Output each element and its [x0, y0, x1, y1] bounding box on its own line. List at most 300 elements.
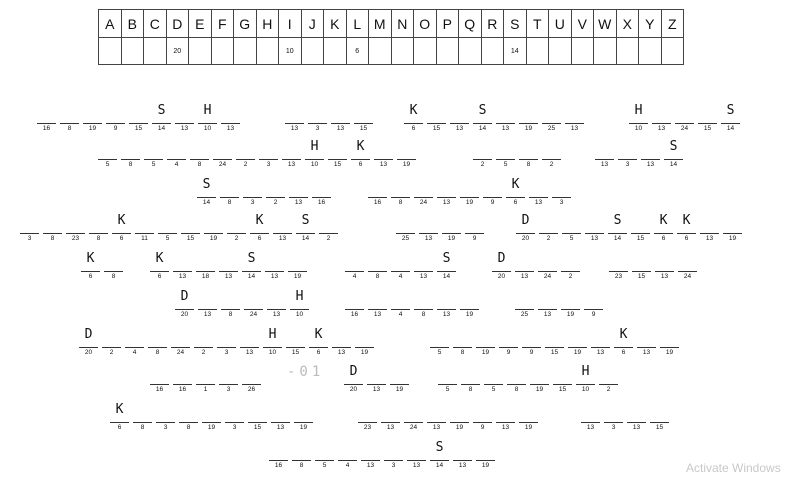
puzzle-cell[interactable]	[156, 213, 179, 245]
puzzle-cell[interactable]	[294, 213, 317, 245]
cell-letter[interactable]	[35, 103, 58, 119]
puzzle-cell[interactable]	[307, 327, 330, 359]
puzzle-cell[interactable]	[482, 364, 505, 396]
puzzle-cell[interactable]	[481, 177, 504, 209]
cell-letter[interactable]	[284, 327, 307, 343]
cell-letter[interactable]: K	[255, 213, 264, 228]
cell-letter[interactable]	[179, 213, 202, 229]
cell-letter[interactable]	[650, 103, 673, 119]
puzzle-cell[interactable]	[169, 327, 192, 359]
cell-letter[interactable]: S	[726, 103, 735, 118]
puzzle-cell[interactable]	[366, 177, 389, 209]
puzzle-cell[interactable]	[458, 289, 481, 321]
cell-letter[interactable]	[269, 402, 292, 418]
puzzle-cell[interactable]	[102, 251, 125, 283]
cell-letter[interactable]	[306, 103, 329, 119]
cell-letter[interactable]	[123, 327, 146, 343]
puzzle-cell[interactable]	[612, 327, 635, 359]
puzzle-cell[interactable]	[326, 139, 349, 171]
cell-letter[interactable]	[520, 327, 543, 343]
cell-letter[interactable]	[330, 327, 353, 343]
puzzle-cell[interactable]	[104, 103, 127, 135]
cell-letter[interactable]	[173, 103, 196, 119]
cell-letter[interactable]	[87, 213, 110, 229]
puzzle-cell[interactable]	[389, 289, 412, 321]
cell-letter[interactable]	[482, 364, 505, 380]
cell-letter[interactable]	[527, 177, 550, 193]
puzzle-cell[interactable]	[310, 177, 333, 209]
puzzle-cell[interactable]	[448, 402, 471, 434]
cell-letter[interactable]	[242, 289, 265, 305]
puzzle-cell[interactable]	[336, 440, 359, 472]
cell-letter[interactable]: D	[180, 289, 189, 304]
puzzle-cell[interactable]	[246, 402, 269, 434]
cell-letter[interactable]	[343, 251, 366, 267]
cell-letter[interactable]: H	[268, 327, 277, 342]
puzzle-cell[interactable]	[471, 402, 494, 434]
cell-letter[interactable]	[696, 103, 719, 119]
cell-letter[interactable]	[58, 103, 81, 119]
cell-letter[interactable]	[219, 289, 242, 305]
puzzle-cell[interactable]	[540, 139, 563, 171]
cell-letter[interactable]	[310, 177, 333, 193]
cell-letter[interactable]	[188, 139, 211, 155]
cell-letter[interactable]	[240, 364, 263, 380]
puzzle-cell[interactable]	[200, 402, 223, 434]
cell-letter[interactable]	[463, 213, 486, 229]
cell-letter[interactable]	[287, 177, 310, 193]
puzzle-cell[interactable]	[435, 177, 458, 209]
cell-letter[interactable]	[81, 103, 104, 119]
puzzle-cell[interactable]	[698, 213, 721, 245]
cell-letter[interactable]	[676, 251, 699, 267]
puzzle-cell[interactable]	[388, 364, 411, 396]
puzzle-cell[interactable]	[497, 327, 520, 359]
puzzle-cell[interactable]	[459, 364, 482, 396]
cell-letter[interactable]	[425, 402, 448, 418]
puzzle-cell[interactable]	[142, 139, 165, 171]
puzzle-cell[interactable]	[79, 251, 102, 283]
puzzle-cell[interactable]	[405, 440, 428, 472]
cell-letter[interactable]: D	[84, 327, 93, 342]
cell-letter[interactable]: K	[86, 251, 95, 266]
cell-letter[interactable]	[217, 364, 240, 380]
cell-letter[interactable]	[536, 251, 559, 267]
puzzle-cell[interactable]	[195, 177, 218, 209]
puzzle-cell[interactable]	[490, 251, 513, 283]
cell-letter[interactable]	[540, 103, 563, 119]
cell-letter[interactable]	[494, 402, 517, 418]
cell-letter[interactable]	[517, 402, 540, 418]
puzzle-cell[interactable]	[146, 327, 169, 359]
cell-letter[interactable]: S	[157, 103, 166, 118]
puzzle-cell[interactable]	[202, 213, 225, 245]
cell-letter[interactable]	[286, 251, 309, 267]
cell-letter[interactable]: K	[314, 327, 323, 342]
puzzle-cell[interactable]	[616, 139, 639, 171]
puzzle-cell[interactable]	[194, 364, 217, 396]
puzzle-cell[interactable]	[223, 402, 246, 434]
cell-letter[interactable]	[389, 289, 412, 305]
puzzle-cell[interactable]	[171, 251, 194, 283]
cell-letter[interactable]	[148, 364, 171, 380]
puzzle-cell[interactable]	[474, 327, 497, 359]
cell-letter[interactable]	[194, 251, 217, 267]
cell-letter[interactable]	[648, 402, 671, 418]
puzzle-cell[interactable]	[389, 177, 412, 209]
cell-letter[interactable]: D	[497, 251, 506, 266]
puzzle-cell[interactable]	[402, 103, 425, 135]
cell-letter[interactable]: K	[619, 327, 628, 342]
puzzle-cell[interactable]	[696, 103, 719, 135]
cell-letter[interactable]	[513, 289, 536, 305]
puzzle-cell[interactable]	[451, 440, 474, 472]
cell-letter[interactable]	[405, 440, 428, 456]
cell-letter[interactable]: S	[301, 213, 310, 228]
puzzle-cell[interactable]	[177, 402, 200, 434]
cell-letter[interactable]	[630, 251, 653, 267]
puzzle-cell[interactable]	[412, 251, 435, 283]
puzzle-cell[interactable]	[179, 213, 202, 245]
puzzle-cell[interactable]	[219, 289, 242, 321]
puzzle-cell[interactable]	[287, 177, 310, 209]
cell-letter[interactable]	[616, 139, 639, 155]
puzzle-cell[interactable]	[343, 251, 366, 283]
puzzle-cell[interactable]	[77, 327, 100, 359]
puzzle-cell[interactable]	[353, 327, 376, 359]
puzzle-cell[interactable]	[211, 139, 234, 171]
cell-letter[interactable]	[635, 327, 658, 343]
puzzle-cell[interactable]	[110, 213, 133, 245]
cell-letter[interactable]	[517, 103, 540, 119]
cell-letter[interactable]	[352, 103, 375, 119]
cell-letter[interactable]	[246, 402, 269, 418]
puzzle-cell[interactable]	[329, 103, 352, 135]
puzzle-cell[interactable]	[559, 289, 582, 321]
puzzle-cell[interactable]	[440, 213, 463, 245]
key-number-cell-D[interactable]: 20	[166, 38, 189, 65]
puzzle-cell[interactable]	[513, 289, 536, 321]
cell-letter[interactable]	[133, 213, 156, 229]
cell-letter[interactable]	[265, 289, 288, 305]
puzzle-cell[interactable]	[123, 327, 146, 359]
cell-letter[interactable]	[440, 213, 463, 229]
puzzle-cell[interactable]	[257, 139, 280, 171]
cell-letter[interactable]	[560, 213, 583, 229]
puzzle-cell[interactable]	[330, 327, 353, 359]
cell-letter[interactable]: S	[478, 103, 487, 118]
puzzle-cell[interactable]	[463, 213, 486, 245]
puzzle-cell[interactable]	[35, 103, 58, 135]
cell-letter[interactable]	[629, 213, 652, 229]
puzzle-cell[interactable]	[629, 213, 652, 245]
puzzle-cell[interactable]	[543, 327, 566, 359]
puzzle-cell[interactable]	[428, 327, 451, 359]
cell-letter[interactable]	[412, 289, 435, 305]
cell-letter[interactable]: K	[356, 139, 365, 154]
puzzle-cell[interactable]	[494, 402, 517, 434]
puzzle-cell[interactable]	[517, 139, 540, 171]
puzzle-cell[interactable]	[313, 440, 336, 472]
puzzle-cell[interactable]	[127, 103, 150, 135]
puzzle-cell[interactable]	[435, 251, 458, 283]
cell-letter[interactable]	[238, 327, 261, 343]
cell-letter[interactable]: K	[115, 402, 124, 417]
puzzle-cell[interactable]	[474, 440, 497, 472]
cell-letter[interactable]	[625, 402, 648, 418]
puzzle-cell[interactable]	[165, 139, 188, 171]
cell-letter[interactable]	[537, 213, 560, 229]
cell-letter[interactable]	[543, 327, 566, 343]
cell-letter[interactable]	[673, 103, 696, 119]
cell-letter[interactable]	[458, 289, 481, 305]
cell-letter[interactable]	[218, 177, 241, 193]
cell-letter[interactable]: K	[409, 103, 418, 118]
puzzle-cell[interactable]	[359, 440, 382, 472]
cell-letter[interactable]	[540, 139, 563, 155]
cell-letter[interactable]	[336, 440, 359, 456]
cell-letter[interactable]: D	[521, 213, 530, 228]
cell-letter[interactable]	[528, 364, 551, 380]
puzzle-cell[interactable]	[288, 289, 311, 321]
puzzle-cell[interactable]	[217, 251, 240, 283]
puzzle-cell[interactable]	[267, 440, 290, 472]
cell-letter[interactable]	[471, 402, 494, 418]
puzzle-cell[interactable]	[721, 213, 744, 245]
puzzle-cell[interactable]	[292, 402, 315, 434]
puzzle-cell[interactable]	[188, 139, 211, 171]
puzzle-cell[interactable]	[505, 364, 528, 396]
puzzle-cell[interactable]	[417, 213, 440, 245]
puzzle-cell[interactable]	[108, 402, 131, 434]
cell-letter[interactable]: K	[659, 213, 668, 228]
cell-letter[interactable]	[365, 364, 388, 380]
cell-letter[interactable]	[579, 402, 602, 418]
cell-letter[interactable]	[550, 177, 573, 193]
cell-letter[interactable]	[721, 213, 744, 229]
cell-letter[interactable]	[394, 213, 417, 229]
puzzle-cell[interactable]	[675, 213, 698, 245]
puzzle-cell[interactable]	[673, 103, 696, 135]
puzzle-cell[interactable]	[58, 103, 81, 135]
cell-letter[interactable]	[241, 177, 264, 193]
puzzle-cell[interactable]	[551, 364, 574, 396]
cell-letter[interactable]	[412, 177, 435, 193]
puzzle-cell[interactable]	[382, 440, 405, 472]
cell-letter[interactable]	[127, 103, 150, 119]
puzzle-cell[interactable]	[627, 103, 650, 135]
puzzle-cell[interactable]	[597, 364, 620, 396]
puzzle-cell[interactable]	[513, 251, 536, 283]
puzzle-cell[interactable]	[514, 213, 537, 245]
puzzle-cell[interactable]	[425, 103, 448, 135]
puzzle-cell[interactable]	[215, 327, 238, 359]
puzzle-cell[interactable]	[394, 213, 417, 245]
cell-letter[interactable]: H	[634, 103, 643, 118]
puzzle-cell[interactable]	[579, 402, 602, 434]
puzzle-cell[interactable]	[263, 251, 286, 283]
cell-letter[interactable]	[653, 251, 676, 267]
puzzle-cell[interactable]	[366, 251, 389, 283]
puzzle-cell[interactable]	[269, 402, 292, 434]
cell-letter[interactable]	[234, 139, 257, 155]
puzzle-cell[interactable]	[217, 364, 240, 396]
cell-letter[interactable]	[292, 402, 315, 418]
key-number-cell-S[interactable]: 14	[504, 38, 527, 65]
puzzle-cell[interactable]	[658, 327, 681, 359]
puzzle-cell[interactable]	[148, 364, 171, 396]
puzzle-cell[interactable]	[602, 402, 625, 434]
cell-letter[interactable]	[267, 440, 290, 456]
cell-letter[interactable]	[517, 139, 540, 155]
cell-letter[interactable]	[215, 327, 238, 343]
cell-letter[interactable]	[435, 289, 458, 305]
key-number-cell-L[interactable]: 6	[346, 38, 369, 65]
cell-letter[interactable]	[366, 289, 389, 305]
cell-letter[interactable]	[563, 103, 586, 119]
cell-letter[interactable]	[589, 327, 612, 343]
cell-letter[interactable]: K	[511, 177, 520, 192]
cell-letter[interactable]	[494, 139, 517, 155]
puzzle-cell[interactable]	[280, 139, 303, 171]
cell-letter[interactable]	[146, 327, 169, 343]
cell-letter[interactable]	[566, 327, 589, 343]
cell-letter[interactable]	[194, 364, 217, 380]
puzzle-cell[interactable]	[653, 251, 676, 283]
puzzle-cell[interactable]	[559, 251, 582, 283]
cell-letter[interactable]	[165, 139, 188, 155]
cell-letter[interactable]	[481, 177, 504, 193]
cell-letter[interactable]	[343, 289, 366, 305]
cell-letter[interactable]	[559, 289, 582, 305]
cell-letter[interactable]	[353, 327, 376, 343]
cell-letter[interactable]	[471, 139, 494, 155]
cell-letter[interactable]	[551, 364, 574, 380]
puzzle-cell[interactable]	[504, 177, 527, 209]
puzzle-cell[interactable]	[133, 213, 156, 245]
cell-letter[interactable]	[597, 364, 620, 380]
cell-letter[interactable]: S	[613, 213, 622, 228]
cell-letter[interactable]	[436, 364, 459, 380]
cell-letter[interactable]: H	[203, 103, 212, 118]
cell-letter[interactable]	[451, 440, 474, 456]
cell-letter[interactable]	[264, 177, 287, 193]
puzzle-cell[interactable]	[650, 103, 673, 135]
puzzle-cell[interactable]	[349, 139, 372, 171]
cell-letter[interactable]	[366, 251, 389, 267]
puzzle-cell[interactable]	[343, 289, 366, 321]
puzzle-cell[interactable]	[425, 402, 448, 434]
cell-letter[interactable]	[448, 103, 471, 119]
puzzle-cell[interactable]	[87, 213, 110, 245]
puzzle-cell[interactable]	[395, 139, 418, 171]
puzzle-cell[interactable]	[719, 103, 742, 135]
puzzle-cell[interactable]	[520, 327, 543, 359]
cell-letter[interactable]	[417, 213, 440, 229]
puzzle-cell[interactable]	[563, 103, 586, 135]
puzzle-cell[interactable]	[261, 327, 284, 359]
puzzle-cell[interactable]	[286, 251, 309, 283]
cell-letter[interactable]	[395, 139, 418, 155]
puzzle-cell[interactable]	[451, 327, 474, 359]
cell-letter[interactable]	[271, 213, 294, 229]
puzzle-cell[interactable]	[536, 289, 559, 321]
cell-letter[interactable]	[602, 402, 625, 418]
cell-letter[interactable]	[382, 440, 405, 456]
cell-letter[interactable]	[217, 251, 240, 267]
cell-letter[interactable]: K	[682, 213, 691, 228]
cell-letter[interactable]	[412, 251, 435, 267]
puzzle-cell[interactable]	[194, 251, 217, 283]
cell-letter[interactable]	[102, 251, 125, 267]
puzzle-cell[interactable]	[131, 402, 154, 434]
puzzle-cell[interactable]	[372, 139, 395, 171]
puzzle-cell[interactable]	[527, 177, 550, 209]
puzzle-cell[interactable]	[676, 251, 699, 283]
cell-letter[interactable]	[497, 327, 520, 343]
puzzle-cell[interactable]	[240, 364, 263, 396]
cell-letter[interactable]	[593, 139, 616, 155]
cell-letter[interactable]	[389, 251, 412, 267]
cell-letter[interactable]	[559, 251, 582, 267]
cell-letter[interactable]	[283, 103, 306, 119]
cell-letter[interactable]	[156, 213, 179, 229]
cell-letter[interactable]	[100, 327, 123, 343]
cell-letter[interactable]	[402, 402, 425, 418]
puzzle-cell[interactable]	[265, 289, 288, 321]
puzzle-cell[interactable]	[64, 213, 87, 245]
cell-letter[interactable]	[639, 139, 662, 155]
cell-letter[interactable]	[474, 440, 497, 456]
cell-letter[interactable]: S	[669, 139, 678, 154]
puzzle-cell[interactable]	[471, 103, 494, 135]
cell-letter[interactable]: K	[155, 251, 164, 266]
puzzle-cell[interactable]	[428, 440, 451, 472]
puzzle-cell[interactable]	[290, 440, 313, 472]
cell-letter[interactable]: S	[435, 440, 444, 455]
puzzle-cell[interactable]	[537, 213, 560, 245]
puzzle-cell[interactable]	[540, 103, 563, 135]
cell-letter[interactable]: S	[202, 177, 211, 192]
cell-letter[interactable]: K	[117, 213, 126, 228]
puzzle-cell[interactable]	[284, 327, 307, 359]
puzzle-cell[interactable]	[528, 364, 551, 396]
puzzle-cell[interactable]	[271, 213, 294, 245]
puzzle-cell[interactable]	[352, 103, 375, 135]
cell-letter[interactable]	[290, 440, 313, 456]
cell-letter[interactable]	[211, 139, 234, 155]
puzzle-cell[interactable]	[560, 213, 583, 245]
puzzle-cell[interactable]	[639, 139, 662, 171]
cell-letter[interactable]	[372, 139, 395, 155]
puzzle-cell[interactable]	[517, 103, 540, 135]
puzzle-cell[interactable]	[652, 213, 675, 245]
puzzle-cell[interactable]	[18, 213, 41, 245]
cell-letter[interactable]	[177, 402, 200, 418]
puzzle-cell[interactable]	[240, 251, 263, 283]
cell-letter[interactable]	[171, 251, 194, 267]
puzzle-cell[interactable]	[264, 177, 287, 209]
puzzle-cell[interactable]	[550, 177, 573, 209]
key-number-cell-I[interactable]: 10	[279, 38, 302, 65]
puzzle-cell[interactable]	[606, 213, 629, 245]
cell-letter[interactable]	[494, 103, 517, 119]
puzzle-cell[interactable]	[589, 327, 612, 359]
cell-letter[interactable]	[169, 327, 192, 343]
cell-letter[interactable]	[154, 402, 177, 418]
puzzle-cell[interactable]	[593, 139, 616, 171]
cell-letter[interactable]	[607, 251, 630, 267]
